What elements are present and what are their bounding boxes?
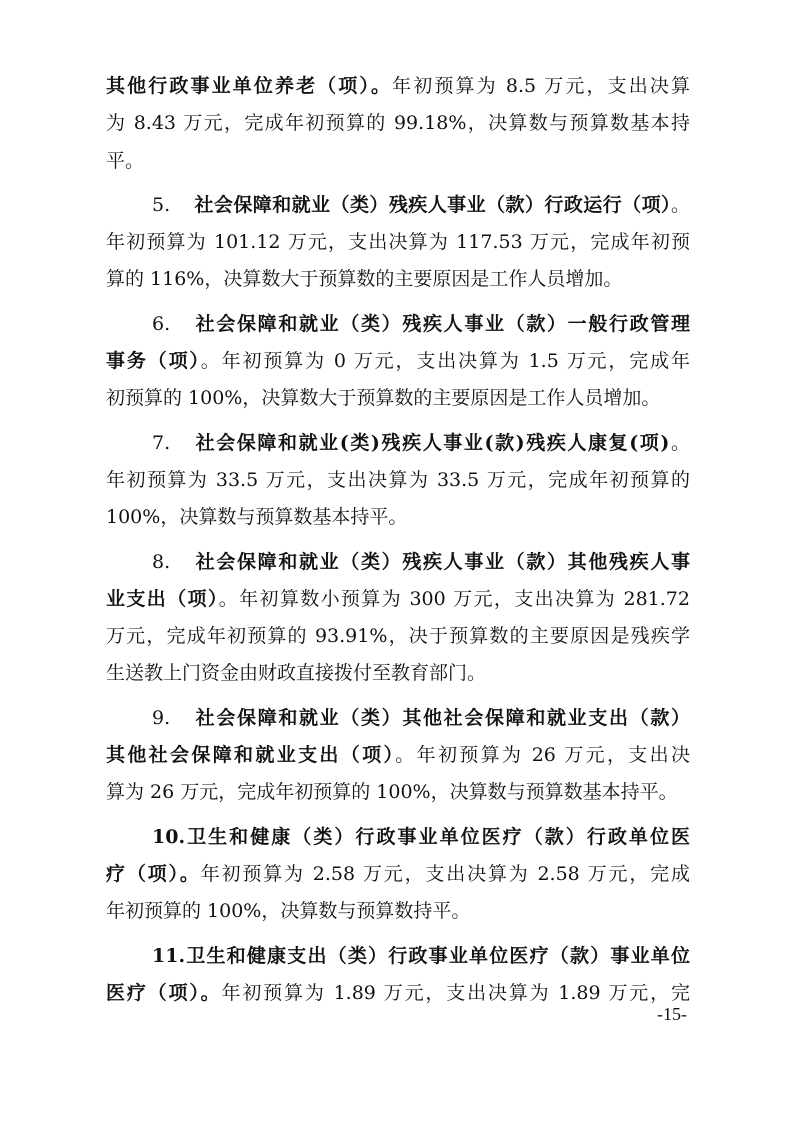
text-line bbox=[106, 975, 690, 1012]
paragraph-item-5 bbox=[106, 187, 690, 299]
item-number: 9. bbox=[152, 706, 171, 729]
item-text: 年初预算为 101.12 万元，支出决算为 117.53 万元，完成年初预 bbox=[106, 231, 690, 254]
item-heading: 社会保障和就业(类)残疾人事业(款)残疾人康复(项) bbox=[194, 431, 670, 454]
item-text: 为 8.43 万元，完成年初预算的 99.18%，决算数与预算数基本持 bbox=[106, 112, 690, 135]
item-heading: 社会保障和就业（类）残疾人事业（款）其他残疾人事 bbox=[194, 550, 690, 573]
item-text: 。年初预算为 0 万元，支出决算为 1.5 万元，完成年 bbox=[200, 350, 690, 373]
item-number: 7. bbox=[152, 431, 171, 454]
item-text: 。年初预算为 26 万元，支出决 bbox=[395, 744, 690, 767]
item-heading: 业支出（项） bbox=[106, 587, 219, 610]
text-line bbox=[106, 774, 690, 811]
item-text: 。 bbox=[669, 431, 690, 454]
item-text: 万元，完成年初预算的 93.91%，决于预算数的主要原因是残疾学 bbox=[106, 625, 690, 648]
item-number: 8. bbox=[152, 550, 171, 573]
text-line bbox=[106, 425, 690, 462]
item-heading: 事务（项） bbox=[106, 350, 201, 373]
item-text: 年初预算为 8.5 万元，支出决算 bbox=[392, 75, 690, 97]
item-heading: 社会保障和就业（类）残疾人事业（款）一般行政管理 bbox=[194, 312, 690, 335]
item-number: 6. bbox=[152, 312, 171, 335]
item-text: 年初预算为 1.89 万元，支出决算为 1.89 万元，完 bbox=[221, 981, 690, 1004]
paragraph-item-9 bbox=[106, 700, 690, 812]
item-number: 5. bbox=[152, 193, 171, 216]
text-line bbox=[106, 105, 690, 142]
text-line bbox=[106, 343, 690, 380]
text-line bbox=[106, 187, 690, 224]
item-heading: 其他社会保障和就业支出（项） bbox=[106, 744, 396, 767]
paragraph-item-10 bbox=[106, 819, 690, 931]
item-heading: 其他行政事业单位养老（项）。 bbox=[106, 75, 393, 97]
item-heading: 疗（项）。 bbox=[106, 862, 201, 885]
text-line bbox=[106, 261, 690, 298]
paragraph-item-7 bbox=[106, 425, 690, 537]
paragraph-item-11 bbox=[106, 938, 690, 1013]
item-heading: 社会保障和就业（类）其他社会保障和就业支出（款） bbox=[194, 706, 690, 729]
text-line bbox=[106, 143, 690, 180]
text-line bbox=[106, 737, 690, 774]
item-heading: 11.卫生和健康支出（类）行政事业单位医疗（款）事业单位 bbox=[152, 944, 690, 967]
item-heading: 医疗（项）。 bbox=[106, 981, 222, 1004]
text-line bbox=[106, 938, 690, 975]
text-line bbox=[106, 856, 690, 893]
text-line bbox=[106, 655, 690, 692]
text-line bbox=[106, 893, 690, 930]
text-line bbox=[106, 618, 690, 655]
paragraph-item-8 bbox=[106, 544, 690, 693]
item-text: 算为 26 万元，完成年初预算的 100%，决算数与预算数基本持平。 bbox=[106, 781, 678, 804]
text-line bbox=[106, 819, 690, 856]
item-text: 100%，决算数与预算数基本持平。 bbox=[106, 506, 408, 529]
text-line bbox=[106, 380, 690, 417]
document-body bbox=[106, 68, 690, 1012]
paragraph-other-pension bbox=[106, 68, 690, 180]
text-line bbox=[106, 544, 690, 581]
item-text: 年初预算为 2.58 万元，支出决算为 2.58 万元，完成 bbox=[200, 862, 690, 885]
paragraph-item-6 bbox=[106, 306, 690, 418]
item-text: 年初预算为 33.5 万元，支出决算为 33.5 万元，完成年初预算的 bbox=[106, 468, 690, 491]
item-heading: 10.卫生和健康（类）行政事业单位医疗（款）行政单位医 bbox=[152, 825, 690, 848]
text-line bbox=[106, 499, 690, 536]
text-line bbox=[106, 306, 690, 343]
item-text: 算的 116%，决算数大于预算数的主要原因是工作人员增加。 bbox=[106, 268, 623, 291]
item-text: 。 bbox=[670, 193, 690, 216]
text-line bbox=[106, 68, 690, 105]
item-text: 。年初算数小预算为 300 万元，支出决算为 281.72 bbox=[218, 587, 690, 610]
page-number: -15- bbox=[657, 1004, 687, 1024]
item-text: 年初预算的 100%，决算数与预算数持平。 bbox=[106, 900, 471, 923]
text-line bbox=[106, 581, 690, 618]
item-text: 生送教上门资金由财政直接拨付至教育部门。 bbox=[106, 662, 487, 685]
text-line bbox=[106, 700, 690, 737]
text-line bbox=[106, 462, 690, 499]
item-heading: 社会保障和就业（类）残疾人事业（款）行政运行（项） bbox=[194, 193, 671, 216]
item-text: 平。 bbox=[106, 149, 145, 172]
text-line bbox=[106, 224, 690, 261]
item-text: 初预算的 100%，决算数大于预算数的主要原因是工作人员增加。 bbox=[106, 387, 661, 410]
